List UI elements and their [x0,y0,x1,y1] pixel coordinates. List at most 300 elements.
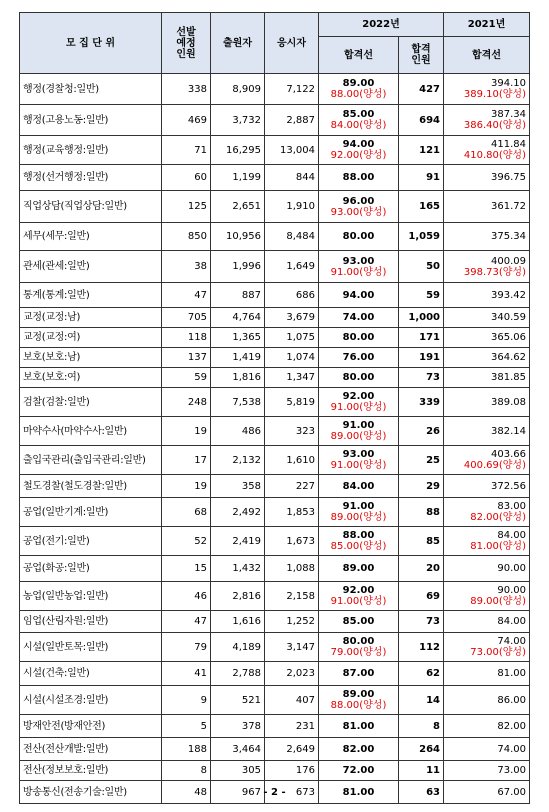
applicants-cell-value: 16,295 [226,144,261,156]
prev-cutoff-gender-balance-value: 400.69(양성) [463,460,526,471]
cutoff-cell-value: 94.00 [342,289,375,301]
planned-cell-value: 137 [187,352,207,363]
unit-name-cell-value: 검찰(검찰:일반) [23,396,90,408]
planned-cell-value: 5 [200,720,207,732]
planned-cell-value: 125 [187,201,207,212]
planned-cell [162,191,211,223]
passed-cell [399,348,444,368]
cutoff-cell-value: 91.00 [342,420,375,431]
applicants-cell [211,715,265,738]
cutoff-cell [319,686,399,715]
applicants-cell-value: 1,816 [232,372,261,383]
applicants-cell-value: 2,492 [232,506,261,518]
prev-cutoff-gender-balance-value: 398.73(양성) [463,266,526,278]
table-row [20,475,530,498]
table-row [20,368,530,388]
applicants-cell-value: 378 [241,720,261,732]
examinees-cell [265,165,319,191]
passed-cell [399,633,444,662]
examinees-cell-value: 323 [295,425,315,437]
prev-cutoff-cell [444,136,530,165]
planned-cell [162,165,211,191]
unit-name-cell-value: 시설(시설조경:일반) [23,694,109,706]
unit-name-cell [20,686,162,715]
cutoff-cell [319,611,399,633]
planned-cell [162,308,211,328]
cutoff-gender-balance-value: 89.00(양성) [330,431,387,442]
examinees-cell-value: 1,252 [286,616,315,627]
table-row [20,251,530,283]
cutoff-cell-value: 84.00 [342,480,375,492]
unit-name-cell-value: 시설(건축:일반) [23,668,90,679]
prev-cutoff-cell-value: 90.00 [497,585,526,596]
prev-cutoff-cell [444,74,530,105]
examinees-cell-value: 1,075 [286,332,315,343]
applicants-cell [211,498,265,527]
unit-name-cell [20,475,162,498]
prev-cutoff-cell-value: 81.00 [497,668,526,679]
page-number: - 2 - [263,787,286,798]
cutoff-gender-balance-value: 79.00(양성) [330,647,387,658]
applicants-cell-value: 2,788 [232,668,261,679]
table-row [20,761,530,781]
examinees-cell [265,662,319,686]
planned-cell [162,498,211,527]
cutoff-gender-balance-value: 85.00(양성) [330,541,387,552]
planned-cell-value: 71 [194,144,207,156]
planned-cell [162,136,211,165]
unit-name-cell-value: 전산(정보보호:일반) [23,765,109,776]
applicants-cell-value: 1,996 [232,261,261,272]
unit-name-cell-value: 행정(고용노동:일반) [23,114,109,126]
cutoff-cell [319,223,399,251]
prev-cutoff-gender-balance-value: 386.40(양성) [463,120,526,131]
prev-cutoff-cell [444,223,530,251]
cutoff-cell-value: 93.00 [342,255,375,267]
prev-cutoff-gender-balance-value: 81.00(양성) [470,541,526,552]
unit-name-cell-value: 세무(세무:일반) [23,231,90,242]
planned-cell-value: 46 [194,590,207,602]
unit-name-cell-value: 교정(교정:여) [23,332,81,343]
planned-cell [162,611,211,633]
prev-cutoff-cell [444,446,530,475]
prev-cutoff-cell-value: 372.56 [491,480,526,492]
cutoff-cell [319,738,399,761]
planned-cell [162,761,211,781]
planned-cell-value: 248 [187,396,207,408]
unit-name-cell [20,328,162,348]
prev-cutoff-cell-value: 387.34 [491,109,526,120]
table-row [20,388,530,417]
prev-cutoff-cell [444,761,530,781]
examinees-cell-value: 8,484 [286,231,315,242]
prev-cutoff-cell-value: 84.00 [497,616,526,627]
prev-cutoff-cell [444,308,530,328]
applicants-cell-value: 1,365 [232,332,261,343]
passed-cell-value: 427 [419,83,440,95]
prev-cutoff-cell-value: 365.06 [491,332,526,343]
passed-cell-value: 20 [426,563,440,574]
passed-cell-value: 73 [426,616,440,627]
table-row [20,165,530,191]
planned-cell [162,662,211,686]
header-passed-2022: 합격 인원 [399,37,444,74]
unit-name-cell [20,611,162,633]
examinees-cell [265,715,319,738]
unit-name-cell [20,191,162,223]
unit-name-cell-value: 철도경찰(철도경찰:일반) [23,480,127,492]
prev-cutoff-cell [444,715,530,738]
applicants-cell-value: 10,956 [226,231,261,242]
planned-cell [162,417,211,446]
cutoff-cell [319,498,399,527]
cutoff-cell-value: 87.00 [342,668,375,679]
examinees-cell [265,498,319,527]
passed-cell [399,527,444,556]
planned-cell [162,251,211,283]
unit-name-cell [20,388,162,417]
applicants-cell [211,475,265,498]
prev-cutoff-cell [444,388,530,417]
unit-name-cell-value: 통계(통계:일반) [23,289,90,301]
examinees-cell [265,633,319,662]
examinees-cell-value: 3,679 [286,312,315,323]
passed-cell [399,251,444,283]
passed-cell [399,556,444,582]
table-row [20,223,530,251]
cutoff-gender-balance-value: 91.00(양성) [330,460,387,471]
unit-name-cell-value: 교정(교정:남) [23,312,81,323]
applicants-cell [211,633,265,662]
cutoff-gender-balance-value: 91.00(양성) [330,266,387,278]
applicants-cell [211,556,265,582]
table-body [20,74,530,804]
planned-cell-value: 188 [187,743,207,755]
passed-cell-value: 694 [419,114,440,126]
examinees-cell [265,527,319,556]
planned-cell-value: 338 [187,83,207,95]
applicants-cell-value: 7,538 [232,396,261,408]
applicants-cell [211,105,265,136]
unit-name-cell-value: 마약수사(마약수사:일반) [23,425,127,437]
passed-cell [399,105,444,136]
unit-name-cell [20,417,162,446]
applicants-cell-value: 3,464 [232,743,261,755]
applicants-cell-value: 1,432 [232,563,261,574]
cutoff-cell [319,388,399,417]
prev-cutoff-cell [444,368,530,388]
unit-name-cell-value: 행정(선거행정:일반) [23,172,109,183]
cutoff-gender-balance-value: 91.00(양성) [330,596,387,607]
unit-name-cell [20,738,162,761]
unit-name-cell-value: 임업(산림자원:일반) [23,616,109,627]
prev-cutoff-cell [444,165,530,191]
unit-name-cell [20,527,162,556]
prev-cutoff-cell-value: 364.62 [491,352,526,363]
unit-name-cell [20,165,162,191]
planned-cell [162,715,211,738]
passed-cell-value: 63 [426,786,440,798]
unit-name-cell-value: 공업(전기:일반) [23,535,90,547]
passed-cell [399,475,444,498]
prev-cutoff-cell [444,582,530,611]
examinees-cell-value: 2,649 [286,743,315,755]
cutoff-cell-value: 92.00 [342,391,375,402]
passed-cell [399,388,444,417]
cutoff-cell [319,74,399,105]
planned-cell [162,686,211,715]
cutoff-cell [319,715,399,738]
unit-name-cell-value: 출입국관리(출입국관리:일반) [23,454,146,466]
table-row [20,662,530,686]
examinees-cell [265,251,319,283]
prev-cutoff-cell-value: 361.72 [491,201,526,212]
unit-name-cell [20,761,162,781]
planned-cell [162,475,211,498]
planned-cell [162,328,211,348]
applicants-cell [211,328,265,348]
passed-cell [399,761,444,781]
prev-cutoff-cell [444,283,530,308]
cutoff-cell [319,105,399,136]
examinees-cell-value: 231 [295,720,315,732]
cutoff-gender-balance-value: 91.00(양성) [330,402,387,413]
examinees-cell [265,582,319,611]
cutoff-cell-value: 72.00 [342,765,375,776]
prev-cutoff-cell [444,251,530,283]
planned-cell [162,368,211,388]
table-row [20,582,530,611]
examinees-cell [265,348,319,368]
applicants-cell [211,251,265,283]
passed-cell [399,223,444,251]
prev-cutoff-cell-value: 389.08 [491,396,526,408]
unit-name-cell-value: 관세(관세:일반) [23,261,90,272]
passed-cell [399,308,444,328]
cutoff-cell [319,761,399,781]
planned-cell [162,105,211,136]
cutoff-cell [319,527,399,556]
unit-name-cell [20,633,162,662]
applicants-cell-value: 2,132 [232,454,261,466]
examinees-cell-value: 1,673 [286,535,315,547]
passed-cell [399,686,444,715]
unit-name-cell [20,348,162,368]
applicants-cell [211,191,265,223]
examinees-cell [265,446,319,475]
applicants-cell [211,136,265,165]
prev-cutoff-gender-balance-value: 82.00(양성) [470,512,526,523]
table-row [20,686,530,715]
header-examinees: 응시자 [265,13,319,74]
applicants-cell [211,662,265,686]
planned-cell [162,74,211,105]
unit-name-cell [20,283,162,308]
prev-cutoff-cell [444,328,530,348]
cutoff-cell [319,136,399,165]
applicants-cell [211,446,265,475]
planned-cell-value: 19 [194,480,207,492]
cutoff-cell-value: 89.00 [342,78,375,89]
planned-cell-value: 59 [194,372,207,383]
planned-cell-value: 60 [194,172,207,183]
cutoff-cell-value: 80.00 [342,372,375,383]
planned-cell [162,446,211,475]
cutoff-cell [319,556,399,582]
table-row [20,191,530,223]
passed-cell-value: 25 [426,454,440,466]
planned-cell-value: 118 [187,332,207,343]
examinees-cell-value: 1,649 [286,261,315,272]
applicants-cell-value: 1,199 [232,172,261,183]
prev-cutoff-cell [444,556,530,582]
header-applicants: 출원자 [211,13,265,74]
passed-cell [399,582,444,611]
passed-cell [399,417,444,446]
table-row [20,715,530,738]
planned-cell [162,388,211,417]
examinees-cell [265,368,319,388]
passed-cell [399,611,444,633]
unit-name-cell [20,136,162,165]
unit-name-cell [20,308,162,328]
examinees-cell-value: 1,610 [286,454,315,466]
planned-cell-value: 47 [194,289,207,301]
prev-cutoff-cell [444,191,530,223]
cutoff-cell-value: 81.00 [342,786,375,798]
cutoff-cell-value: 94.00 [342,139,375,150]
unit-name-cell-value: 농업(일반농업:일반) [23,590,109,602]
cutoff-cell [319,165,399,191]
unit-name-cell-value: 공업(일반기계:일반) [23,506,109,518]
passed-cell-value: 1,000 [408,312,440,323]
applicants-cell [211,611,265,633]
examinees-cell [265,556,319,582]
passed-cell [399,738,444,761]
prev-cutoff-cell-value: 382.14 [491,425,526,437]
applicants-cell [211,527,265,556]
examinees-cell-value: 673 [295,786,315,798]
passed-cell-value: 85 [426,535,440,547]
prev-cutoff-cell-value: 394.10 [491,78,526,89]
table-row [20,446,530,475]
applicants-cell-value: 2,651 [232,201,261,212]
table-row [20,498,530,527]
cutoff-cell-value: 85.00 [342,616,375,627]
table-row [20,283,530,308]
planned-cell [162,738,211,761]
applicants-cell [211,223,265,251]
header-year-2021: 2021년 [444,13,530,37]
unit-name-cell-value: 방송통신(전송기술:일반) [23,786,127,798]
prev-cutoff-cell-value: 400.09 [491,255,526,267]
planned-cell-value: 52 [194,535,207,547]
passed-cell [399,165,444,191]
cutoff-gender-balance-value: 84.00(양성) [330,120,387,131]
examinees-cell [265,738,319,761]
applicants-cell-value: 486 [241,425,261,437]
passed-cell-value: 91 [426,172,440,183]
passed-cell-value: 73 [426,372,440,383]
examinees-cell [265,611,319,633]
header-cutoff-2022: 합격선 [319,37,399,74]
applicants-cell-value: 2,419 [232,535,261,547]
applicants-cell-value: 3,732 [232,114,261,126]
prev-cutoff-cell-value: 396.75 [491,172,526,183]
unit-name-cell-value: 행정(교육행정:일반) [23,144,109,156]
prev-cutoff-cell [444,498,530,527]
examinees-cell [265,105,319,136]
unit-name-cell [20,582,162,611]
examinees-cell-value: 1,088 [286,563,315,574]
prev-cutoff-cell [444,738,530,761]
cutoff-cell-value: 80.00 [342,332,375,343]
applicants-cell-value: 358 [241,480,261,492]
examinees-cell [265,328,319,348]
prev-cutoff-cell-value: 340.59 [491,312,526,323]
cutoff-cell-value: 89.00 [342,563,375,574]
applicants-cell [211,368,265,388]
examinees-cell-value: 13,004 [280,144,315,156]
applicants-cell [211,74,265,105]
unit-name-cell [20,105,162,136]
applicants-cell-value: 2,816 [232,590,261,602]
applicants-cell-value: 8,909 [232,83,261,95]
unit-name-cell [20,498,162,527]
passed-cell [399,328,444,348]
cutoff-cell-value: 91.00 [342,501,375,512]
examinees-cell-value: 407 [295,694,315,706]
prev-cutoff-cell [444,348,530,368]
passed-cell-value: 62 [426,668,440,679]
applicants-cell-value: 887 [241,289,261,301]
prev-cutoff-cell-value: 82.00 [497,720,526,732]
cutoff-gender-balance-value: 88.00(양성) [330,700,387,711]
applicants-cell-value: 521 [241,694,261,706]
cutoff-gender-balance-value: 92.00(양성) [330,150,387,161]
cutoff-cell-value: 96.00 [342,195,375,207]
unit-name-cell-value: 전산(전산개발:일반) [23,743,109,755]
prev-cutoff-gender-balance-value: 389.10(양성) [463,89,526,100]
cutoff-cell [319,191,399,223]
cutoff-gender-balance-value: 88.00(양성) [330,89,387,100]
cutoff-cell [319,328,399,348]
cutoff-cell [319,633,399,662]
applicants-cell [211,686,265,715]
header-cutoff-2021: 합격선 [444,37,530,74]
table-row [20,136,530,165]
table-row [20,328,530,348]
prev-cutoff-cell [444,633,530,662]
cutoff-cell [319,582,399,611]
examinees-cell [265,417,319,446]
planned-cell [162,223,211,251]
cutoff-cell-value: 88.00 [342,530,375,541]
passed-cell [399,191,444,223]
table-row [20,74,530,105]
unit-name-cell [20,74,162,105]
cutoff-cell-value: 80.00 [342,231,375,242]
applicants-cell-value: 4,189 [232,641,261,653]
applicants-cell-value: 305 [241,765,261,776]
planned-cell [162,582,211,611]
prev-cutoff-gender-balance-value: 73.00(양성) [470,647,526,658]
passed-cell-value: 14 [426,694,440,706]
passed-cell [399,446,444,475]
cutoff-gender-balance-value: 89.00(양성) [330,512,387,523]
examinees-cell-value: 5,819 [286,396,315,408]
examinees-cell-value: 227 [295,480,315,492]
